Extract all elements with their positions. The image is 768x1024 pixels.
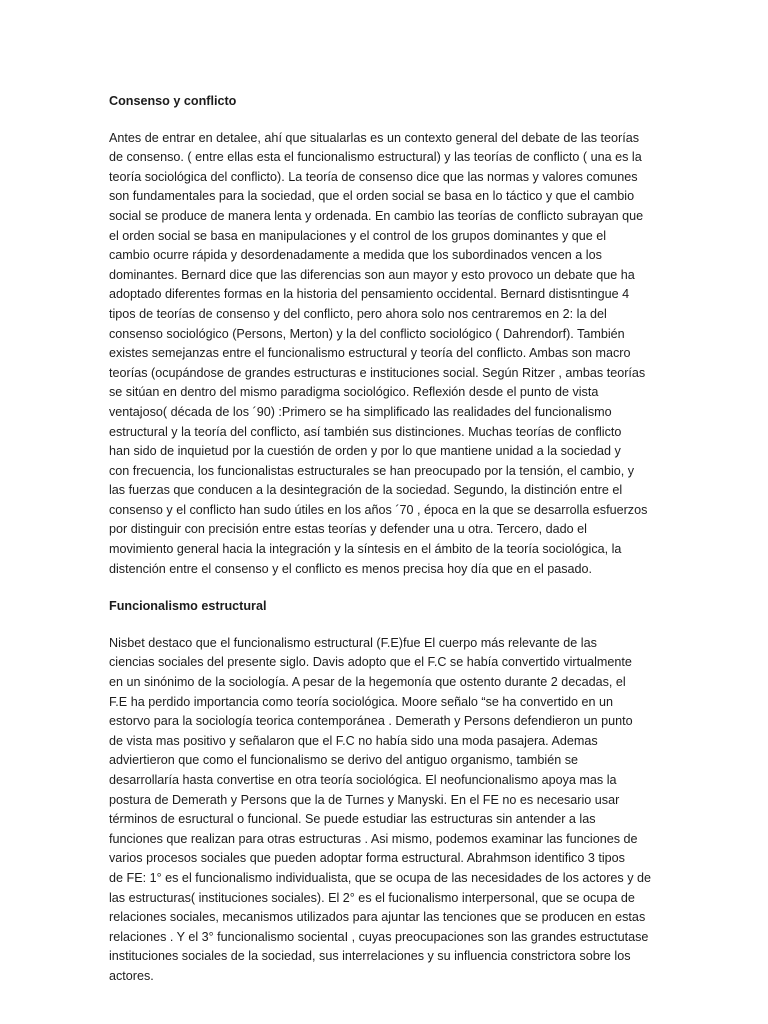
text-line: ventajoso( década de los ´90) :Primero se ha simplificado las realidades del funcionalismo	[109, 404, 612, 419]
text-line: distención entre el consenso y el conflicto es menos precisa hoy día que en el pasado.	[109, 561, 593, 576]
text-line: de vista mas positivo y señalaron que el F.C no había sido una moda pasajera. Ademas	[109, 733, 598, 748]
section-heading: Funcionalismo estructural	[109, 599, 267, 614]
text-line: funciones que realizan para otras estructuras . Asi mismo, podemos examinar las funciones de	[109, 831, 638, 846]
text-line: adviertieron que como el funcionalismo se derivo del antiguo organismo, también se	[109, 753, 579, 768]
text-line: son fundamentales para la sociedad, que el orden social se basa en lo táctico y que el cambio	[109, 189, 635, 204]
section-heading: Consenso y conflicto	[109, 94, 237, 108]
text-line: F.E ha perdido importancia como teoría sociológica. Moore señalo “se ha convertido en un	[109, 694, 614, 709]
text-line: estorvo para la sociología teorica contemporánea . Demerath y Persons defendieron un punto	[109, 714, 633, 729]
text-line: consenso y el conflicto han sudo útiles en los años ´70 , época en la que se desarrolla esfuerzos	[109, 502, 648, 517]
text-line: han sido de inquietud por la cuestión de orden y por lo que mantiene unidad a la sociedad y	[109, 444, 621, 459]
text-line: varios procesos sociales que pueden adoptar forma estructural. Abrahmson identifico 3 tipos	[109, 851, 625, 866]
text-line: de FE: 1° es el funcionalismo individualista, que se ocupa de las necesidades de los actores y de	[109, 870, 651, 885]
text-line: adoptado diferentes formas en la historia del pensamiento occidental. Bernard distisntingue 4	[109, 287, 630, 302]
body-paragraph	[109, 129, 664, 580]
text-line: las fuerzas que conducen a la desintegración de la sociedad. Segundo, la distinción entre el	[109, 483, 623, 498]
text-line: por distinguir con precisión entre estas teorías y defender una u otra. Tercero, dado el	[109, 522, 587, 537]
text-line: estructural y la teoría del conflicto, así también sus distinciones. Muchas teorías de conflicto	[109, 424, 622, 439]
text-line: Nisbet destaco que el funcionalismo estructural (F.E)fue El cuerpo más relevante de las	[109, 635, 597, 650]
text-line: cambio ocurre rápida y desordenadamente a medida que los subordinados vencen a los	[109, 248, 602, 263]
text-line: teoría sociológica del conflicto). La teoría de consenso dice que las normas y valores comunes	[109, 169, 638, 184]
text-line: ciencias sociales del presente siglo. Davis adopto que el F.C se había convertido virtualmente	[109, 655, 632, 670]
text-line: con frecuencia, los funcionalistas estructurales se han preocupado por la tensión, el cambio, y	[109, 463, 635, 478]
body-paragraph	[109, 634, 664, 987]
text-line: postura de Demerath y Persons que la de Turnes y Manyski. En el FE no es necesario usar	[109, 792, 620, 807]
text-line: actores.	[109, 968, 154, 983]
text-line: el orden social se basa en manipulaciones y el control de los grupos dominantes y que el	[109, 228, 607, 243]
text-line: relaciones . Y el 3° funcionalismo socientaI , cuyas preocupaciones son las grandes estructutase	[109, 929, 649, 944]
text-line: Antes de entrar en detalee, ahí que situalarlas es un contexto general del debate de las teorías	[109, 130, 639, 145]
text-line: se sitúan en dentro del mismo paradigma sociológico. Reflexión desde el punto de vista	[109, 385, 599, 400]
text-line: consenso sociológico (Persons, Merton) y la del conflicto sociológico ( Dahrendorf). También	[109, 326, 625, 341]
text-line: instituciones sociales de la sociedad, sus interrelaciones y su influencia constrictora sobre los	[109, 949, 631, 964]
text-line: en un sinónimo de la sociología. A pesar de la hegemonía que ostento durante 2 decadas, el	[109, 675, 626, 690]
document-page	[109, 88, 664, 987]
text-line: movimiento general hacia la integración y la síntesis en el ámbito de la teoría sociológica, la	[109, 542, 622, 557]
text-line: dominantes. Bernard dice que las diferencias son aun mayor y esto provoco un debate que ha	[109, 267, 635, 282]
text-line: existes semejanzas entre el funcionalismo estructural y teoría del conflicto. Ambas son macro	[109, 346, 631, 361]
text-line: términos de esructural o funcional. Se puede estudiar las estructuras sin antender a las	[109, 812, 596, 827]
text-line: tipos de teorías de consenso y del conflicto, pero ahora solo nos centraremos en 2: la del	[109, 306, 607, 321]
text-line: social se produce de manera lenta y ordenada. En cambio las teorías de conflicto subrayan que	[109, 208, 644, 223]
text-line: teorías (ocupándose de grandes estructuras e instituciones social. Según Ritzer , ambas teorías	[109, 365, 646, 380]
text-line: desarrollaría hasta convertise en otra teoría sociológica. El neofuncionalismo apoya mas la	[109, 773, 617, 787]
text-line: las estructuras( instituciones sociales). El 2° es el fucionalismo interpersonal, que se ocupa de	[109, 890, 635, 905]
text-line: de consenso. ( entre ellas esta el funcionalismo estructural) y las teorías de conflicto ( una es la	[109, 150, 642, 165]
text-line: relaciones sociales, mecanismos utilizados para ajuntar las tenciones que se producen en estas	[109, 910, 646, 925]
